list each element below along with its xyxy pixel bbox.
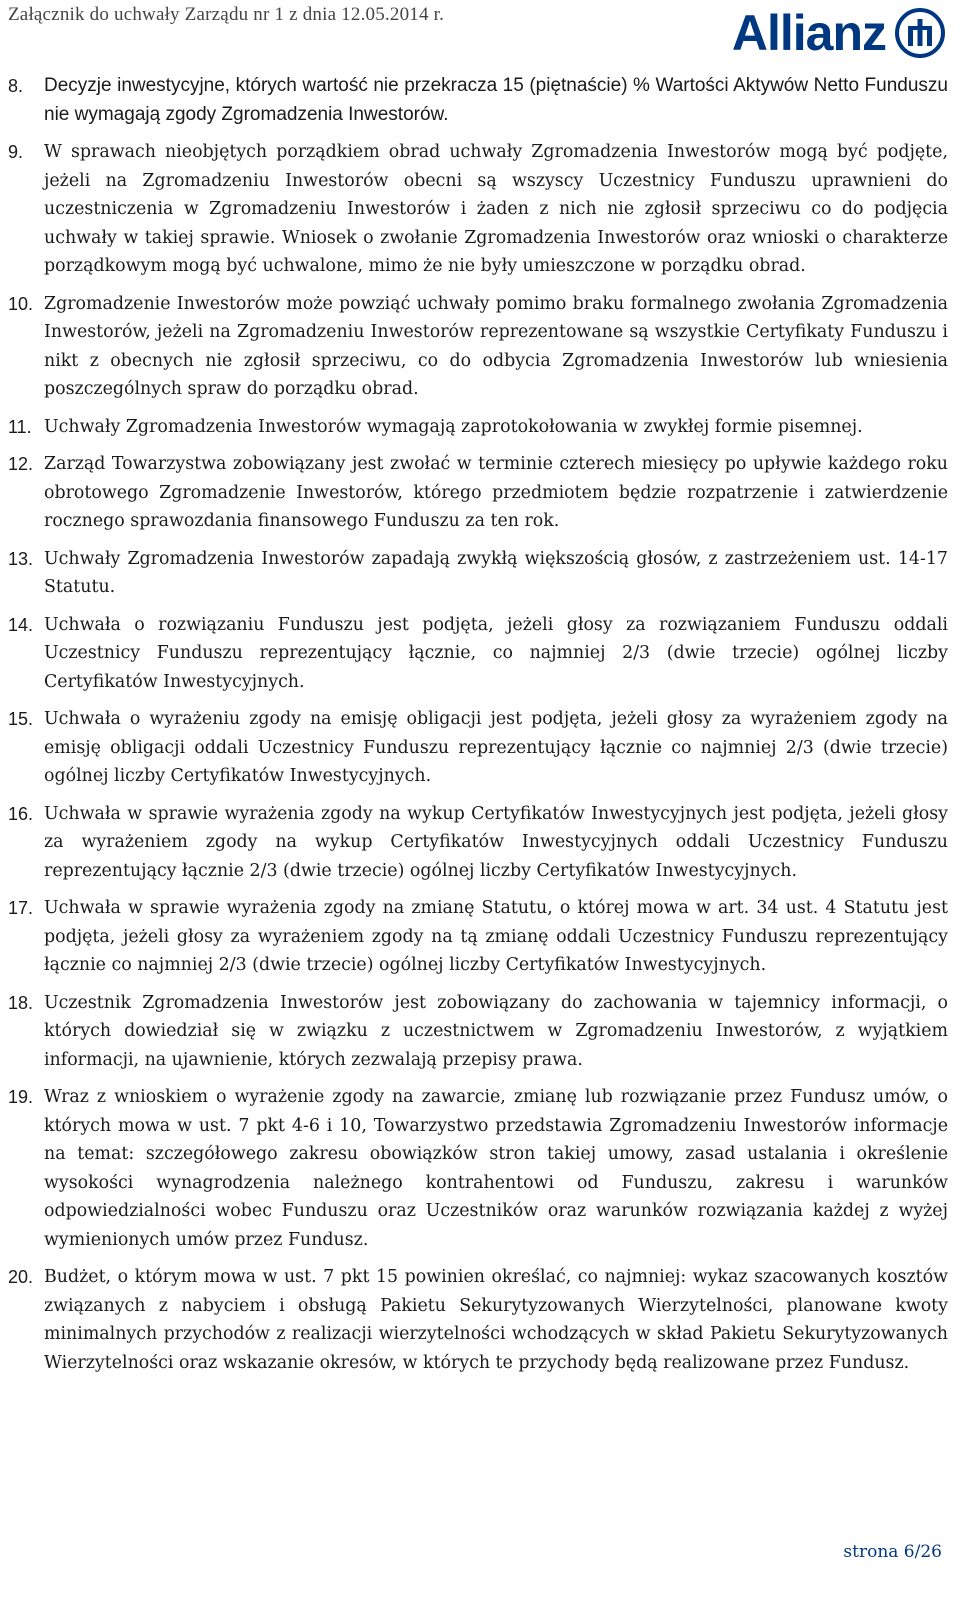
list-item [0,989,948,1075]
item-text: Zarząd Towarzystwa zobowiązany jest zwołać w terminie czterech miesięcy po upływie każdego roku obrotowego Zgromadzenie Inwestorów, którego przedmiotem będzie rozpatrzenie i zatwierdzenie rocznego sprawozdania finansowego Funduszu za ten rok. [44,454,948,531]
item-number: 18. [8,992,34,1013]
list-item [0,611,948,697]
list-item [0,800,948,886]
item-number: 17. [8,898,34,918]
item-number: 10. [8,293,34,314]
item-text: Uchwała w sprawie wyrażenia zgody na zmianę Statutu, o której mowa w art. 34 ust. 4 Statutu jest podjęta, jeżeli głosy za wyrażeniem zgody na tą zmianę oddali Uczestnicy Funduszu reprezentujący łącznie co najmniej 2/3 (dwie trzecie) ogólnej liczby Certyfikatów Inwestycyjnych. [44,898,948,975]
item-text: Uchwała w sprawie wyrażenia zgody na wykup Certyfikatów Inwestycyjnych jest podjęta, jeżeli głosy za wyrażeniem zgody na wykup Certyfikatów Inwestycyjnych oddali Uczestnicy Funduszu reprezentujący łącznie 2/3 (dwie trzecie) ogólnej liczby Certyfikatów Inwestycyjnych. [44,803,948,881]
list-item [0,1263,948,1377]
item-number: 19. [8,1087,34,1107]
item-text: Uchwała o wyrażeniu zgody na emisję obligacji jest podjęta, jeżeli głosy za wyrażeniem zgody na emisję obligacji oddali Uczestnicy Funduszu reprezentujący łącznie co najmniej 2/3 (dwie trzecie) ogólnej liczby Certyfikatów Inwestycyjnych. [44,709,948,786]
item-text: Uchwała o rozwiązaniu Funduszu jest podjęta, jeżeli głosy za rozwiązaniem Funduszu oddali Uczestnicy Funduszu reprezentujący łącznie, co najmniej 2/3 (dwie trzecie) ogólnej liczby Certyfikatów Inwestycyjnych. [44,614,948,692]
item-number: 11. [8,416,32,437]
allianz-eagle-icon [894,7,946,59]
list-item [0,894,948,980]
document-header-title: Załącznik do uchwały Zarządu nr 1 z dnia 12.05.2014 r. [8,4,445,25]
item-text: Zgromadzenie Inwestorów może powziąć uchwały pomimo braku formalnego zwołania Zgromadzenia Inwestorów, jeżeli na Zgromadzeniu Inwestorów reprezentowane są wszystkie Certyfikaty Funduszu i nikt z obecnych nie zgłosił sprzeciwu, co do odbycia Zgromadzenia Inwestorów lub wniesienia poszczególnych spraw do porządku obrad. [44,293,948,399]
item-text: W sprawach nieobjętych porządkiem obrad uchwały Zgromadzenia Inwestorów mogą być podjęte, jeżeli na Zgromadzeniu Inwestorów obecni są wszyscy Uczestnicy Funduszu uprawnieni do uczestniczenia w Zgromadzeniu Inwestorów i żaden z nich nie zgłosił sprzeciwu co do podjęcia uchwały w takiej sprawie. Wniosek o zwołanie Zgromadzenia Inwestorów oraz wnioski o charakterze porządkowym mogą być uchwalone, mimo że nie były umieszczone w porządku obrad. [44,142,948,276]
allianz-logo [732,2,946,64]
item-number: 14. [8,614,34,635]
list-item [0,290,948,404]
item-text: Uchwały Zgromadzenia Inwestorów wymagają zaprotokołowania w zwykłej formie pisemnej. [44,416,863,437]
item-number: 15. [8,709,34,729]
item-text: Decyzje inwestycyjne, których wartość nie przekracza 15 (piętnaście) % Wartości Aktywów Netto Funduszu nie wymagają zgody Zgromadzenia Inwestorów. [44,75,948,125]
item-number: 13. [8,548,34,569]
list-item [0,545,948,602]
item-number: 16. [8,803,34,824]
numbered-provisions-list [0,72,948,1386]
item-text: Uczestnik Zgromadzenia Inwestorów jest zobowiązany do zachowania w tajemnicy informacji, o których dowiedział się w związku z uczestnictwem w Zgromadzeniu Inwestorów, z wyjątkiem informacji, na ujawnienie, których zezwalają przepisy prawa. [44,992,948,1070]
logo-wordmark: Allianz [731,5,886,61]
list-item [0,1083,948,1254]
item-number: 20. [8,1267,34,1287]
list-item [0,72,948,129]
list-item [0,138,948,281]
list-item [0,413,948,442]
list-item [0,450,948,536]
page-number: strona 6/26 [843,1542,942,1562]
item-text: Wraz z wnioskiem o wyrażenie zgody na zawarcie, zmianę lub rozwiązanie przez Fundusz umów, o których mowa w ust. 7 pkt 4-6 i 10, Towarzystwo przedstawia Zgromadzeniu Inwestorów informacje na temat: szczegółowego zakresu obowiązków stron takiej umowy, zasad ustalania i określenie wysokości wynagrodzenia należnego kontrahentowi od Funduszu, zakresu i warunków odpowiedzialności wobec Funduszu oraz Uczestników oraz warunków rozwiązania każdej z wyżej wymienionych umów przez Fundusz. [44,1087,948,1250]
item-number: 12. [8,454,34,474]
item-text: Uchwały Zgromadzenia Inwestorów zapadają zwykłą większością głosów, z zastrzeżeniem ust. 14-17 Statutu. [44,548,948,597]
item-number: 9. [8,142,24,162]
item-number: 8. [8,76,24,96]
list-item [0,705,948,791]
item-text: Budżet, o którym mowa w ust. 7 pkt 15 powinien określać, co najmniej: wykaz szacowanych kosztów związanych z nabyciem i obsługą Pakietu Sekurytyzowanych Wierzytelności, planowane kwoty minimalnych przychodów z realizacji wierzytelności wchodzących w skład Pakietu Sekurytyzowanych Wierzytelności oraz wskazanie okresów, w których te przychody będą realizowane przez Fundusz. [44,1267,948,1373]
